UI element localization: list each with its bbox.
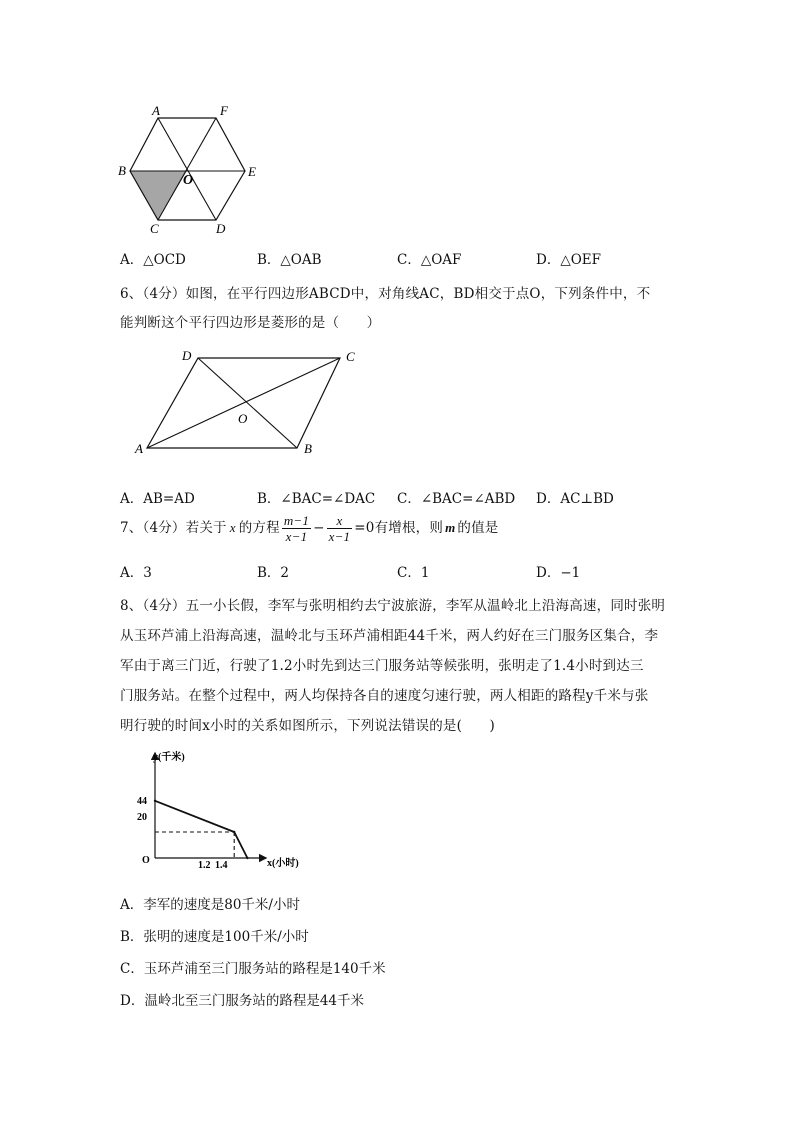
label-f: F bbox=[220, 103, 228, 118]
label-d: D bbox=[216, 221, 226, 235]
q8-option-b[interactable]: B．张明的速度是100千米/小时 bbox=[120, 929, 309, 945]
q7-frac1-numerator: m−1 bbox=[283, 513, 310, 528]
q5-option-b[interactable]: B．△OAB bbox=[257, 252, 322, 268]
q8-stem-line-4: 门服务站。在整个过程中，两人均保持各自的速度匀速行驶，两人相距的路程y千米与张 bbox=[120, 688, 649, 704]
q6-option-c[interactable]: C．∠BAC=∠ABD bbox=[397, 491, 516, 507]
q8-stem-line-3: 军由于离三门近，行驶了1.2小时先到达三门服务站等候张明，张明走了1.4小时到达三 bbox=[120, 658, 644, 674]
y-axis-label: y(千米) bbox=[153, 752, 185, 763]
q5-option-c[interactable]: C．△OAF bbox=[397, 252, 462, 268]
q7-option-c[interactable]: C．1 bbox=[397, 565, 430, 581]
q8-stem-line-1: 8、（4分）五一小长假，李军与张明相约去宁波旅游，李军从温岭北上沿海高速，同时张明 bbox=[120, 598, 666, 614]
q7-frac1-denominator: x−1 bbox=[285, 529, 308, 544]
shaded-triangle-obc bbox=[130, 171, 187, 220]
label-o: O bbox=[238, 411, 248, 426]
x-tick-1.2: 1.2 bbox=[198, 860, 211, 871]
series-line bbox=[155, 801, 247, 858]
diagonal-ac bbox=[147, 358, 340, 448]
q6-option-a[interactable]: A．AB=AD bbox=[120, 491, 195, 507]
q8-option-d[interactable]: D．温岭北至三门服务站的路程是44千米 bbox=[120, 993, 365, 1009]
data-point-1 bbox=[233, 831, 235, 833]
q7-suffix-a: =0有增根，则 bbox=[354, 520, 444, 536]
q7-var-m: m bbox=[445, 520, 456, 535]
q7-suffix-b: 的值是 bbox=[457, 520, 499, 536]
data-point-2 bbox=[246, 857, 248, 859]
q7-minus: − bbox=[313, 520, 325, 536]
label-d: D bbox=[182, 348, 192, 363]
diagonal-bd bbox=[198, 358, 297, 448]
data-point-0 bbox=[154, 800, 156, 802]
x-tick-1.4: 1.4 bbox=[215, 860, 228, 871]
q7-frac2-numerator: x bbox=[327, 513, 353, 529]
q8-option-a[interactable]: A．李军的速度是80千米/小时 bbox=[120, 897, 300, 913]
q7-option-a[interactable]: A．3 bbox=[120, 565, 152, 581]
q7-prefix: 7、（4分）若关于 bbox=[120, 520, 227, 536]
q7-option-d[interactable]: D．−1 bbox=[536, 565, 581, 581]
hexagon-figure bbox=[110, 100, 270, 235]
q6-stem-line-1: 6、（4分）如图，在平行四边形ABCD中，对角线AC，BD相交于点O，下列条件中，不 bbox=[120, 286, 651, 302]
q6-stem-line-2: 能判断这个平行四边形是菱形的是（ ） bbox=[120, 315, 381, 331]
x-axis-label: x(小时) bbox=[267, 858, 299, 869]
q6-option-d[interactable]: D．AC⊥BD bbox=[536, 491, 614, 507]
parallelogram-figure bbox=[130, 345, 370, 460]
q7-fraction-1 bbox=[282, 513, 311, 544]
q8-stem-line-2: 从玉环芦浦上沿海高速，温岭北与玉环芦浦相距44千米，两人约好在三门服务区集合，李 bbox=[120, 628, 659, 644]
q7-mid: 的方程 bbox=[238, 520, 280, 536]
q7-frac2-denominator: x−1 bbox=[328, 529, 351, 544]
y-tick-20: 20 bbox=[137, 812, 147, 823]
q8-stem-line-5: 明行驶的时间x小时的关系如图所示，下列说法错误的是( ) bbox=[120, 718, 495, 734]
label-e: E bbox=[248, 164, 256, 179]
label-a: A bbox=[135, 441, 143, 456]
label-c: C bbox=[346, 349, 355, 364]
q8-option-c[interactable]: C．玉环芦浦至三门服务站的路程是140千米 bbox=[120, 961, 386, 977]
label-o: O bbox=[183, 173, 194, 188]
q7-option-b[interactable]: B．2 bbox=[257, 565, 290, 581]
q7-var-x: x bbox=[229, 520, 236, 535]
q7-stem bbox=[120, 513, 499, 544]
label-b: B bbox=[118, 163, 126, 178]
q7-fraction-2 bbox=[327, 513, 353, 544]
label-c: C bbox=[150, 221, 159, 235]
q5-option-d[interactable]: D．△OEF bbox=[536, 252, 601, 268]
origin-label: O bbox=[142, 855, 150, 866]
q6-option-b[interactable]: B．∠BAC=∠DAC bbox=[257, 491, 376, 507]
q5-option-a[interactable]: A．△OCD bbox=[120, 252, 186, 268]
distance-time-chart bbox=[125, 748, 340, 878]
label-a: A bbox=[152, 103, 160, 118]
y-tick-44: 44 bbox=[137, 796, 147, 807]
label-b: B bbox=[304, 441, 312, 456]
